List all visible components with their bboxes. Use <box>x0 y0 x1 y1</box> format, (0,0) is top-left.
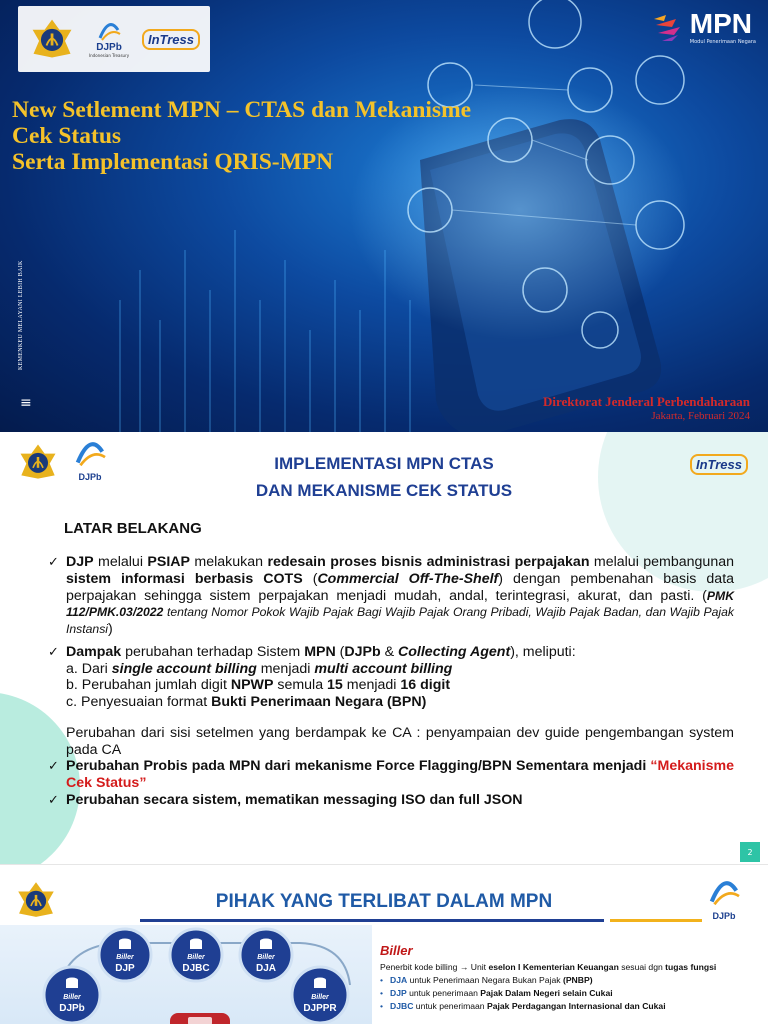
text-redesign: redesain proses bisnis administrasi perpajakan <box>267 554 590 570</box>
intress-logo: InTress <box>142 29 200 50</box>
djpb-logo-text: DJPb <box>78 472 102 482</box>
tagline-vertical: KEMENKEU MELAYANI LEBIH BAIK <box>18 260 24 370</box>
text-span: untuk Penerimaan Negara Bukan Pajak <box>407 975 563 985</box>
bullet-probis-change <box>48 758 734 792</box>
text-span: c. Penyesuaian format <box>66 694 212 710</box>
list-item <box>380 1001 760 1011</box>
title-underline-gold <box>610 919 702 922</box>
text-dampak: Dampak <box>66 643 122 660</box>
biller-node-djpb <box>44 967 100 1023</box>
text-span: b. Perubahan jumlah digit <box>66 677 231 694</box>
organization-name: Direktorat Jenderal Perbendaharaan <box>542 394 750 409</box>
text-psiap: PSIAP <box>147 554 190 570</box>
node-label-1: Biller <box>187 954 205 961</box>
djpb-logo <box>704 877 744 921</box>
text-bpn: Bukti Penerimaan Negara (BPN) <box>211 694 427 710</box>
text-span: semula <box>273 677 328 694</box>
heading-line-1: IMPLEMENTASI MPN CTAS <box>274 454 494 473</box>
node-label-1: Biller <box>257 954 275 961</box>
text-span: melakukan <box>189 554 268 570</box>
text-span: ), meliputi: <box>510 643 576 660</box>
biller-node-djp <box>99 929 151 981</box>
text-span: melalui pembangunan <box>589 554 734 570</box>
text-commercial-off-the-shelf: Commercial Off-The-Shelf <box>317 570 499 587</box>
mpn-mark-icon <box>650 11 684 45</box>
node-label-1: Biller <box>63 994 81 1001</box>
slide-title: PIHAK YANG TERLIBAT DALAM MPN <box>215 891 553 912</box>
text-single-billing: single account billing <box>111 660 257 677</box>
impact-item-a <box>66 661 734 678</box>
text-span: sesuai dgn <box>618 962 666 972</box>
slide-heading <box>0 450 768 504</box>
text-collecting-agent: Collecting Agent <box>398 643 511 660</box>
node-label-1: Biller <box>116 954 134 961</box>
biller-definition <box>380 962 760 972</box>
text-pmk-description: tentang Nomor Pokok Wajib Pajak Bagi Wajib Pajak Orang Pribadi, Wajib Pajak Badan, dan Wajib Pajak Instansi <box>66 605 734 636</box>
presentation-date: Jakarta, Februari 2024 <box>651 410 750 422</box>
djpb-logo-text: DJPb <box>96 42 122 53</box>
stakeholders-slide <box>0 864 768 1024</box>
impact-item-c <box>66 694 734 711</box>
background-slide <box>0 432 768 864</box>
text-key: DJBC <box>390 1001 414 1011</box>
text-15: 15 <box>327 677 343 694</box>
text-key: DJP <box>390 988 407 998</box>
text-bold: (PNBP) <box>562 975 593 985</box>
biller-node-djppr <box>292 967 348 1023</box>
text-span: ) <box>108 621 113 637</box>
text-probis: Perubahan Probis pada MPN dari mekanisme Force Flagging/BPN Sementara menjadi <box>66 758 651 775</box>
djpb-swoosh-icon <box>704 877 744 907</box>
text-key: DJA <box>390 975 408 985</box>
text-span: & <box>380 643 399 660</box>
djpb-logo-text: DJPb <box>712 911 736 921</box>
text-span: untuk penerimaan <box>406 988 481 998</box>
presentation-title <box>12 98 612 176</box>
stakeholder-diagram <box>0 925 372 1024</box>
text-eselon: eselon I Kementerian Keuangan <box>488 962 619 972</box>
node-label-2: DJPb <box>59 1003 85 1014</box>
stakeholder-diagram-art <box>0 925 372 1024</box>
text-cek-status: “Mekanisme Cek Status” <box>66 758 734 791</box>
text-cots: sistem informasi berbasis COTS <box>66 570 303 587</box>
impact-item-b <box>66 677 734 694</box>
text-djpb: DJPb <box>344 643 381 660</box>
text-djp: DJP <box>66 554 94 570</box>
list-item <box>380 988 760 998</box>
text-npwp: NPWP <box>230 677 274 694</box>
text-span: menjadi <box>342 677 401 694</box>
text-span: untuk penerimaan <box>413 1001 487 1011</box>
title-line-2: Cek Status <box>12 122 122 149</box>
node-label-2: DJBC <box>182 963 210 974</box>
page-number-badge: 2 <box>740 842 760 862</box>
node-label-2: DJP <box>115 963 135 974</box>
node-label-2: DJA <box>255 963 277 974</box>
text-span: ( <box>302 570 318 587</box>
text-tugas-fungsi: tugas fungsi <box>665 962 717 972</box>
biller-node-dja <box>240 929 292 981</box>
text-pmk-reference: PMK 112/PMK.03/2022 <box>66 588 734 620</box>
menu-icon[interactable]: ≡ <box>20 395 32 411</box>
biller-heading: Biller <box>380 943 413 958</box>
mpn-logo-subtext: Modul Penerimaan Negara <box>689 39 756 45</box>
kemenkeu-emblem-icon <box>28 15 76 63</box>
text-system-change: Perubahan secara sistem, mematikan messaging ISO dan full JSON <box>66 791 523 808</box>
impact-list <box>48 661 734 711</box>
mpn-logo-text: MPN <box>689 8 752 39</box>
text-16-digit: 16 digit <box>400 677 451 694</box>
text-span: menjadi <box>256 660 315 677</box>
partner-logo-bar <box>18 6 210 72</box>
central-node <box>170 1013 230 1024</box>
node-label-1: Biller <box>311 994 329 1001</box>
section-subheading: LATAR BELAKANG <box>64 520 202 537</box>
djpb-logo <box>84 20 134 58</box>
intress-logo: InTress <box>690 454 748 475</box>
text-bold: Pajak Perdagangan Internasional dan Cukai <box>486 1001 666 1011</box>
biller-node-djbc <box>170 929 222 981</box>
title-underline-blue <box>140 919 604 922</box>
slide-body <box>48 554 734 809</box>
djpb-logo-subtext: Indonesian Treasury <box>88 53 130 58</box>
text-mpn: MPN <box>304 643 336 660</box>
text-span: ( <box>335 643 345 660</box>
text-span: ) dengan pembenahan basis data perpajakan sehingga sistem perpajakan menjadi mudah, andal, terintegrasi, akurat, dan pasti. ( <box>66 570 735 604</box>
title-line-1: New Setlement MPN – CTAS dan Mekanisme <box>12 97 472 123</box>
biller-description <box>380 943 760 1011</box>
text-span: perubahan terhadap Sistem <box>121 643 305 660</box>
text-span: a. Dari <box>66 660 112 677</box>
bullet-impact <box>48 644 734 661</box>
bullet-system-change <box>48 792 734 809</box>
djpb-swoosh-icon <box>96 20 122 42</box>
organization-block <box>543 394 750 422</box>
settlement-paragraph: Perubahan dari sisi setelmen yang berdampak ke CA : penyampaian dev guide pengembangan system pada CA <box>66 724 734 758</box>
bullet-redesign <box>48 554 734 638</box>
text-multi-billing: multi account billing <box>314 660 453 677</box>
title-slide <box>0 0 768 432</box>
mpn-logo <box>650 10 756 45</box>
text-span: melalui <box>93 554 148 570</box>
node-label-2: DJPPR <box>303 1003 337 1014</box>
list-item <box>380 975 760 985</box>
heading-line-2: DAN MEKANISME CEK STATUS <box>255 481 513 501</box>
text-bold: Pajak Dalam Negeri selain Cukai <box>480 988 613 998</box>
title-line-3: Serta Implementasi QRIS-MPN <box>12 148 334 175</box>
text-span: Penerbit kode billing → Unit <box>380 962 489 972</box>
